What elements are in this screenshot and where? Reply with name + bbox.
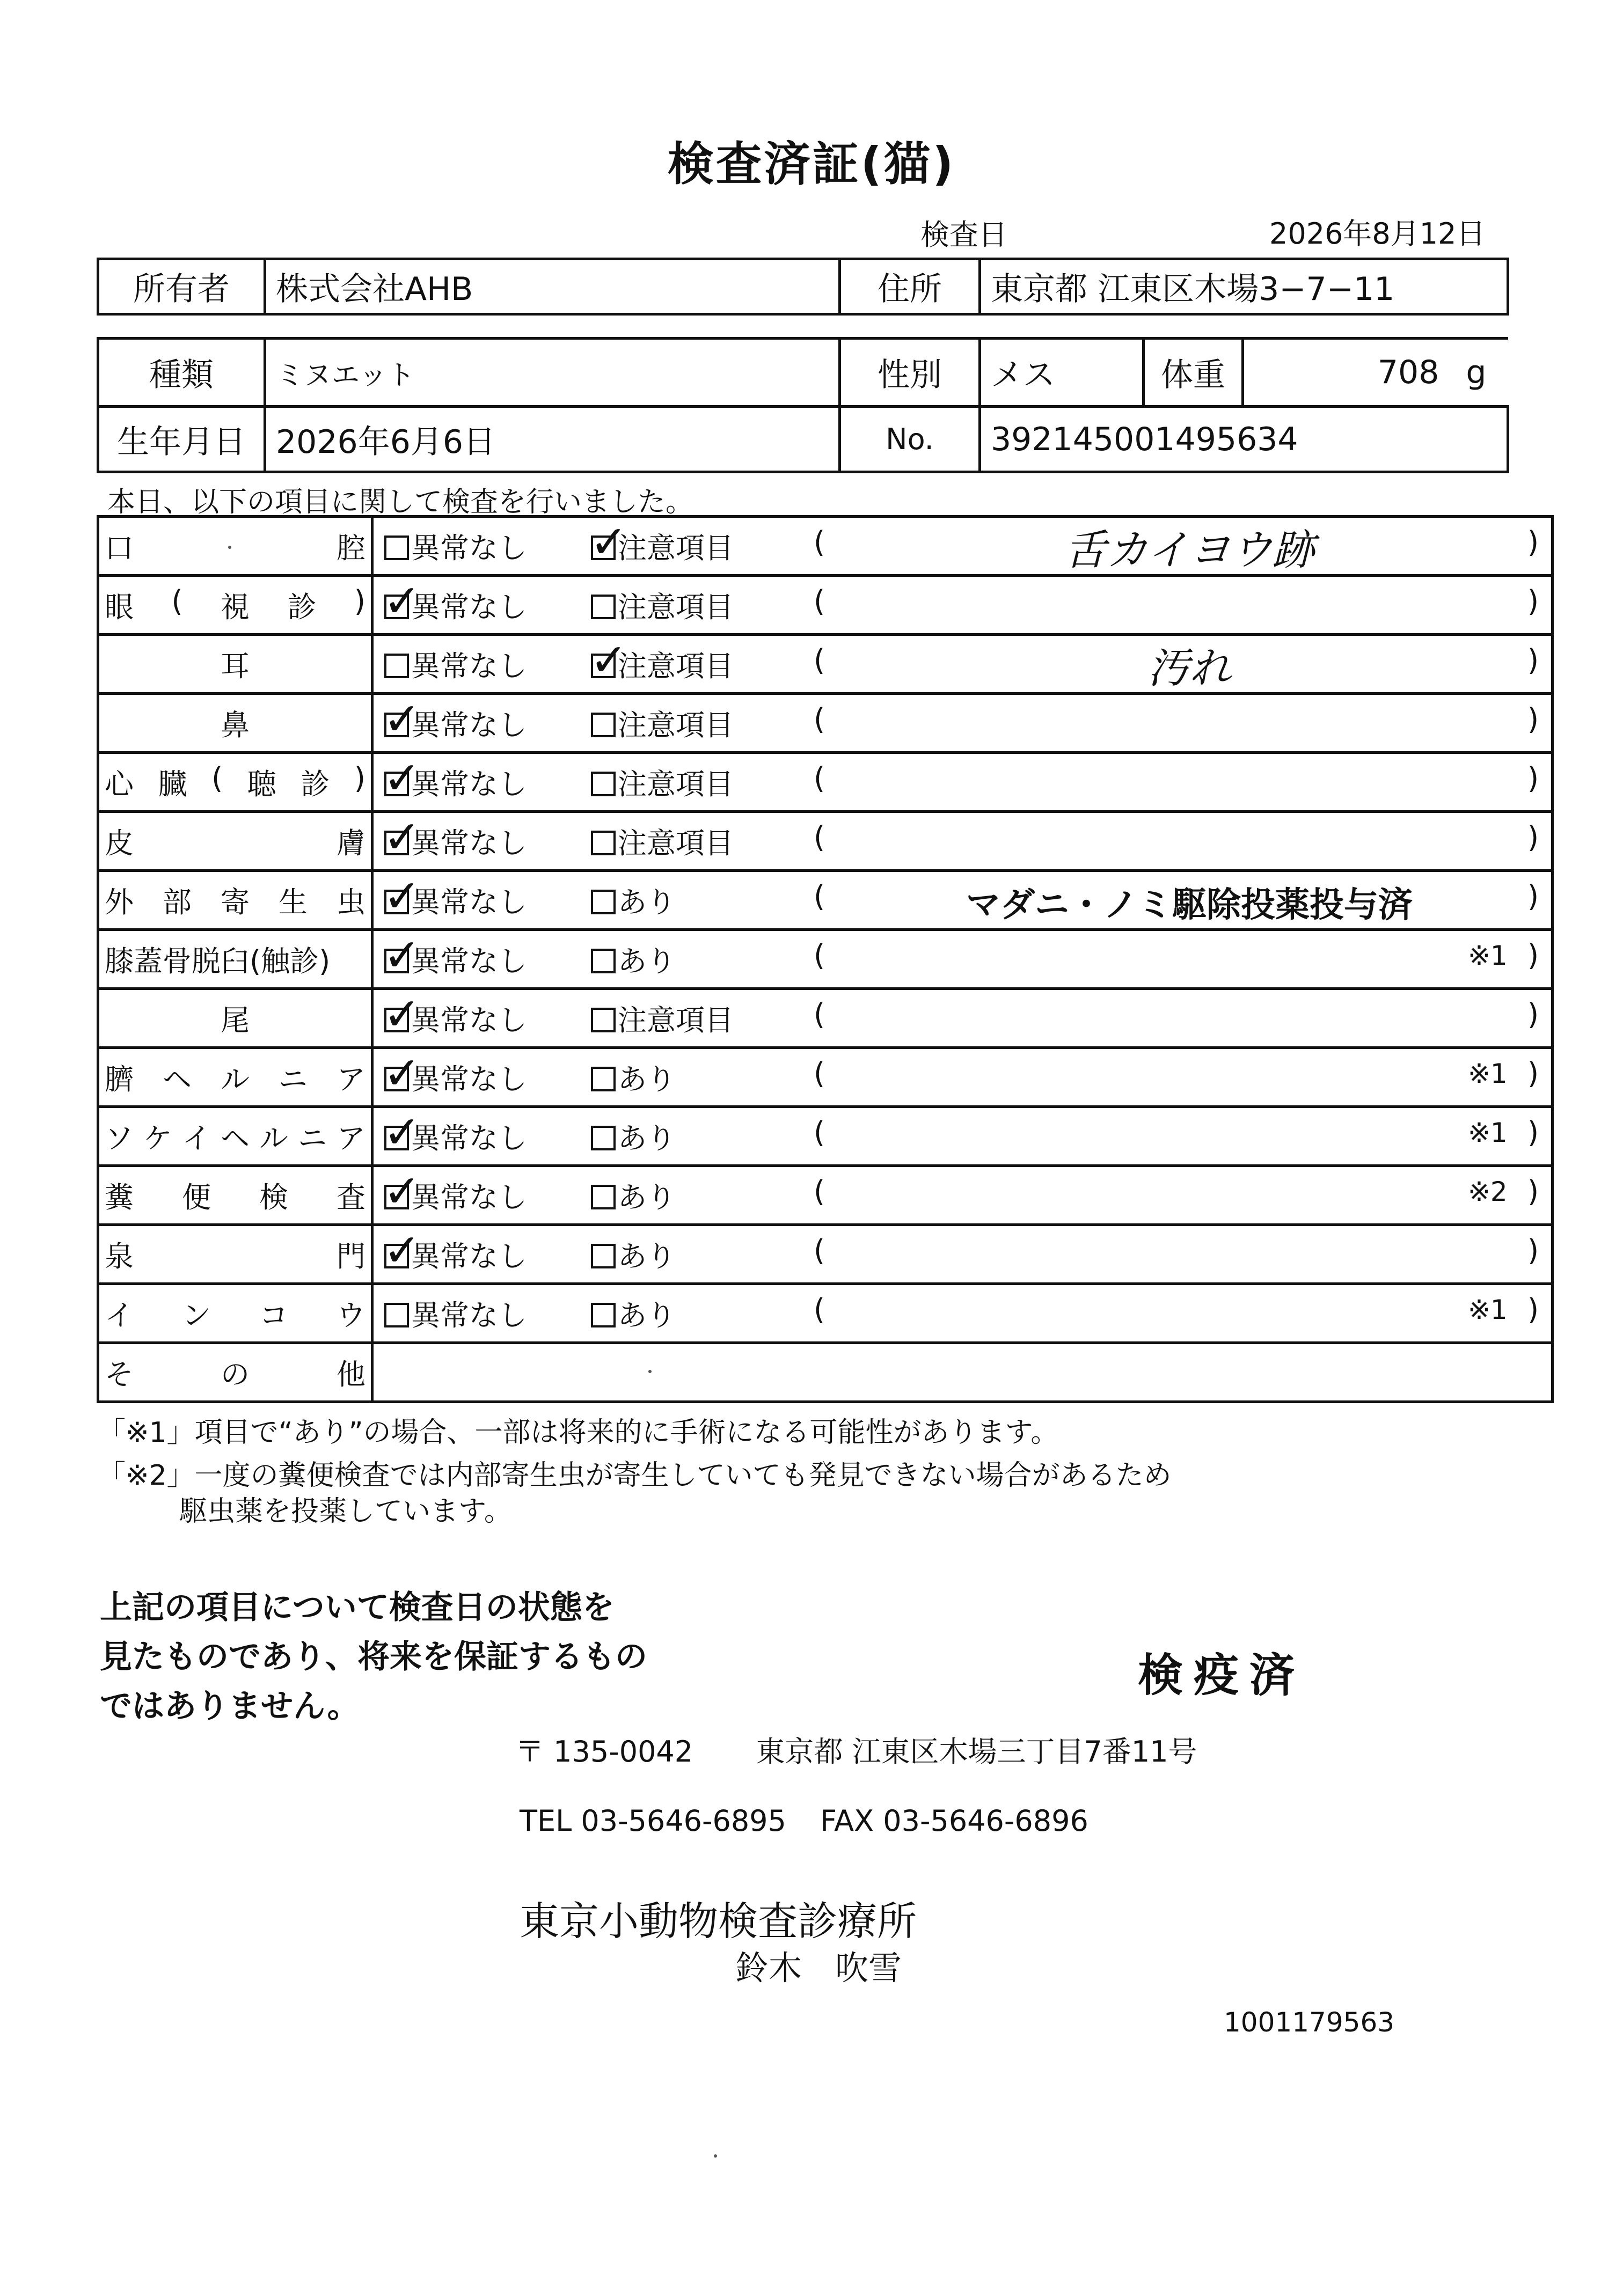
option-attention-checkbox[interactable] <box>591 1008 616 1032</box>
option-attention-label: あり <box>618 885 676 919</box>
option-attention[interactable] <box>591 1293 676 1334</box>
check-item-cell <box>98 753 372 812</box>
check-row <box>98 812 1553 871</box>
check-row <box>98 930 1553 989</box>
option-normal[interactable] <box>383 870 527 922</box>
option-normal[interactable] <box>383 1165 527 1217</box>
checkmark-icon: ✓ <box>383 811 421 863</box>
open-paren: ( <box>814 879 825 913</box>
option-attention[interactable] <box>591 1234 676 1275</box>
check-options-cell <box>372 812 1553 871</box>
disclaimer <box>100 1583 647 1731</box>
check-item-char: 皮 <box>105 826 134 860</box>
check-options-cell <box>372 1107 1553 1166</box>
option-normal-label: 異常なし <box>411 531 527 565</box>
close-paren: ) <box>1527 997 1539 1031</box>
option-normal-checkbox[interactable] <box>384 654 409 678</box>
check-item-name <box>105 820 365 862</box>
option-normal[interactable] <box>384 1293 527 1334</box>
check-item-char: ( <box>171 584 183 618</box>
check-item-name <box>105 584 365 626</box>
option-normal[interactable] <box>383 752 527 804</box>
checkmark-icon: ✓ <box>383 1165 421 1217</box>
check-row <box>98 989 1553 1048</box>
option-normal[interactable] <box>383 1106 527 1158</box>
check-item-char: 虫 <box>337 885 365 919</box>
check-item-char: ヘ <box>163 1062 192 1096</box>
option-attention[interactable] <box>591 761 734 803</box>
footnote-2-line1: 「※2」一度の糞便検査では内部寄生虫が寄生していても発見できない場合があるため <box>98 1459 1172 1492</box>
checkmark-icon: ✓ <box>383 693 421 745</box>
option-normal-checkbox[interactable] <box>383 988 421 1040</box>
open-paren: ( <box>814 938 825 972</box>
check-item-char: そ <box>105 1358 134 1391</box>
option-attention[interactable] <box>591 879 676 921</box>
check-item-cell <box>98 989 372 1048</box>
option-attention-label: 注意項目 <box>618 708 734 742</box>
contact-line <box>520 1804 1088 1838</box>
checkmark-icon: ✓ <box>590 634 628 686</box>
sex-weight-cell <box>980 339 1508 407</box>
check-item-char: 泉 <box>105 1239 134 1273</box>
option-attention[interactable] <box>590 516 734 568</box>
check-item-name <box>105 643 365 685</box>
checkmark-icon: ✓ <box>383 1047 421 1099</box>
check-item-char: ケ <box>143 1121 172 1155</box>
option-normal-label: 異常なし <box>411 1239 527 1273</box>
check-remark: 汚れ <box>1147 644 1231 693</box>
footnote-ref: ※1 <box>1468 1058 1508 1089</box>
option-normal[interactable] <box>384 643 527 685</box>
check-item-char: 聴 <box>247 767 276 801</box>
option-attention-label: 注意項目 <box>618 1003 734 1037</box>
check-item-char: ヘ <box>221 1121 250 1155</box>
open-paren: ( <box>814 1293 825 1326</box>
footnote-ref: ※1 <box>1468 1294 1508 1325</box>
check-item-name <box>105 1352 365 1393</box>
option-normal-label: 異常なし <box>411 1180 527 1214</box>
check-item-name <box>105 1116 365 1157</box>
close-paren: ) <box>1527 525 1539 559</box>
check-item-name <box>105 525 365 567</box>
check-options-cell <box>372 930 1553 989</box>
option-normal-checkbox[interactable] <box>384 1303 409 1327</box>
check-item-char: 口 <box>105 531 134 565</box>
scan-speck <box>648 1370 652 1373</box>
close-paren: ) <box>1527 1057 1539 1090</box>
open-paren: ( <box>814 997 825 1031</box>
option-normal-checkbox[interactable] <box>383 811 421 863</box>
option-normal[interactable] <box>383 1224 527 1277</box>
check-row <box>98 576 1553 635</box>
option-attention-checkbox[interactable] <box>591 595 616 619</box>
option-attention-label: 注意項目 <box>618 531 734 565</box>
veterinarian-name: 鈴木 吹雪 <box>735 1948 902 1987</box>
option-normal-checkbox[interactable] <box>383 575 421 627</box>
checkmark-icon: ✓ <box>383 1224 421 1277</box>
check-row <box>98 1048 1553 1107</box>
breed-value: ミヌエット <box>265 339 840 407</box>
weight-unit: g <box>1466 354 1487 391</box>
option-attention[interactable] <box>591 820 734 862</box>
option-attention[interactable] <box>591 1175 676 1216</box>
check-item-cell <box>98 871 372 930</box>
check-item-char: の <box>221 1358 250 1391</box>
option-attention-checkbox[interactable] <box>591 890 616 914</box>
option-normal-label: 異常なし <box>411 1299 527 1332</box>
check-item-char: ル <box>221 1062 250 1096</box>
check-item-char: 検 <box>259 1180 288 1214</box>
close-paren: ) <box>1527 1234 1539 1267</box>
check-item-char: ア <box>337 1062 365 1096</box>
check-item-cell <box>98 576 372 635</box>
intro-text: 本日、以下の項目に関して検査を行いました。 <box>107 486 694 518</box>
check-item-char: 寄 <box>221 885 250 919</box>
check-row <box>98 871 1553 930</box>
check-options-cell <box>372 989 1553 1048</box>
option-normal-label: 異常なし <box>411 590 527 624</box>
no-label: No. <box>840 407 980 472</box>
option-normal-checkbox[interactable] <box>383 1165 421 1217</box>
option-attention-checkbox[interactable] <box>591 949 616 973</box>
option-normal-label: 異常なし <box>411 708 527 742</box>
check-item-char: ン <box>182 1299 211 1332</box>
option-attention-checkbox[interactable] <box>591 1126 616 1150</box>
close-paren: ) <box>1527 584 1539 618</box>
footnote-ref: ※1 <box>1468 1117 1508 1148</box>
check-item-char: 門 <box>337 1239 365 1273</box>
footnote-ref: ※2 <box>1468 1176 1508 1207</box>
option-normal-label: 異常なし <box>411 1003 527 1037</box>
check-row <box>98 1225 1553 1284</box>
option-normal[interactable] <box>383 929 527 981</box>
check-item-char: イ <box>105 1299 134 1332</box>
page-title: 検査済証(猫) <box>667 137 956 191</box>
option-normal-checkbox[interactable] <box>383 1224 421 1277</box>
close-paren: ) <box>1527 761 1539 795</box>
option-attention-label: 注意項目 <box>618 590 734 624</box>
option-normal-label: 異常なし <box>411 1121 527 1155</box>
check-row <box>98 517 1553 576</box>
disclaimer-line: 上記の項目について検査日の状態を <box>100 1589 615 1626</box>
check-item-char: ル <box>259 1121 288 1155</box>
check-item-cell <box>98 812 372 871</box>
close-paren: ) <box>1527 879 1539 913</box>
option-normal-checkbox[interactable] <box>383 752 421 804</box>
check-item-char: 心 <box>105 767 134 801</box>
option-attention-label: あり <box>618 1062 676 1096</box>
check-item-char: 便 <box>182 1180 211 1214</box>
option-normal-checkbox[interactable] <box>383 1047 421 1099</box>
check-item-char: ウ <box>337 1299 365 1332</box>
clinic-address-line <box>515 1729 1197 1770</box>
check-item-char: ニ <box>298 1121 327 1155</box>
close-paren: ) <box>1527 1116 1539 1149</box>
check-item-char: 糞 <box>105 1180 134 1214</box>
open-paren: ( <box>814 1234 825 1267</box>
option-attention-checkbox[interactable] <box>591 1185 616 1209</box>
quarantine-stamp: 検疫済 <box>1138 1649 1306 1701</box>
check-item-name <box>105 1175 365 1216</box>
checkmark-icon: ✓ <box>383 1106 421 1158</box>
tel-number: TEL 03-5646-6895 <box>520 1804 786 1838</box>
check-item-cell <box>98 1284 372 1343</box>
document-number: 1001179563 <box>1224 2007 1395 2038</box>
check-options-cell <box>372 694 1553 753</box>
option-attention-label: あり <box>618 1121 676 1155</box>
option-normal[interactable] <box>383 575 527 627</box>
check-remark: マダニ・ノミ駆除投薬投与済 <box>966 885 1413 925</box>
check-item-char: 生 <box>279 885 308 919</box>
disclaimer-line: 見たものであり、将来を保証するもの <box>100 1638 647 1676</box>
check-item-cell <box>98 1343 372 1402</box>
check-item-char: コ <box>259 1299 288 1332</box>
check-row <box>98 1107 1553 1166</box>
open-paren: ( <box>814 1175 825 1208</box>
check-item-char: 査 <box>337 1180 365 1214</box>
check-row <box>98 1284 1553 1343</box>
option-normal-checkbox[interactable] <box>383 693 421 745</box>
option-normal[interactable] <box>384 525 527 567</box>
scan-speck <box>714 2154 717 2158</box>
address-value: 東京都 江東区木場3−7−11 <box>980 259 1508 314</box>
check-item-char: 部 <box>163 885 192 919</box>
option-attention-checkbox[interactable] <box>591 713 616 737</box>
check-item-char: 他 <box>337 1358 365 1391</box>
option-normal[interactable] <box>383 811 527 863</box>
check-item-cell <box>98 1048 372 1107</box>
option-normal[interactable] <box>383 1047 527 1099</box>
check-options-cell <box>372 1166 1553 1225</box>
option-normal-label: 異常なし <box>411 767 527 801</box>
option-attention-label: あり <box>618 1180 676 1214</box>
check-row <box>98 635 1553 694</box>
option-attention-label: 注意項目 <box>618 826 734 860</box>
check-item-cell <box>98 694 372 753</box>
check-item-cell <box>98 1107 372 1166</box>
check-options-cell <box>372 517 1553 576</box>
check-item-cell <box>98 635 372 694</box>
owner-table <box>97 258 1509 316</box>
check-item-char: ) <box>354 761 365 795</box>
sex-value: メス <box>981 340 1145 405</box>
option-attention[interactable] <box>591 1057 676 1098</box>
check-item-cell <box>98 930 372 989</box>
option-normal[interactable] <box>383 693 527 745</box>
checkmark-icon: ✓ <box>383 870 421 922</box>
check-item-char: 腔 <box>337 531 365 565</box>
checkmark-icon: ✓ <box>590 516 628 568</box>
option-attention-checkbox[interactable] <box>590 634 628 686</box>
postal-code: 〒 135-0042 <box>515 1735 693 1769</box>
check-item-name <box>105 761 365 803</box>
option-normal-label: 異常なし <box>411 649 527 683</box>
option-attention-label: 注意項目 <box>618 767 734 801</box>
option-normal-label: 異常なし <box>411 885 527 919</box>
check-item-name <box>105 702 365 744</box>
owner-label: 所有者 <box>98 259 265 314</box>
check-item-char: 膝蓋骨脱臼(触診) <box>105 944 331 978</box>
check-item-char: イ <box>182 1121 211 1155</box>
check-item-char: 尾 <box>221 1003 250 1037</box>
footnote-ref: ※1 <box>1468 940 1508 971</box>
check-row <box>98 753 1553 812</box>
scan-speck <box>228 546 231 549</box>
footnote-2-line2: 駆虫薬を投薬しています。 <box>179 1495 512 1528</box>
open-paren: ( <box>814 1057 825 1090</box>
weight-value: 708 <box>1377 354 1439 391</box>
option-attention[interactable] <box>591 938 676 980</box>
option-normal-checkbox[interactable] <box>384 536 409 560</box>
option-attention-checkbox[interactable] <box>591 831 616 855</box>
option-attention-label: あり <box>618 1239 676 1273</box>
check-item-char: ) <box>354 584 365 618</box>
option-normal-label: 異常なし <box>411 826 527 860</box>
option-attention-checkbox[interactable] <box>590 516 628 568</box>
option-attention[interactable] <box>591 1116 676 1157</box>
check-item-name <box>105 938 365 980</box>
check-item-name <box>105 1057 365 1098</box>
check-item-char: 眼 <box>105 590 134 624</box>
checkmark-icon: ✓ <box>383 988 421 1040</box>
check-item-name <box>105 1234 365 1275</box>
option-normal-checkbox[interactable] <box>383 1106 421 1158</box>
check-options-cell <box>372 753 1553 812</box>
clinic-address: 東京都 江東区木場三丁目7番11号 <box>756 1735 1197 1769</box>
check-item-char: 臓 <box>158 767 187 801</box>
check-item-char: ( <box>211 761 223 795</box>
clinic-name: 東京小動物検査診療所 <box>520 1898 917 1945</box>
option-normal-label: 異常なし <box>411 944 527 978</box>
breed-label: 種類 <box>98 339 265 407</box>
open-paren: ( <box>814 643 825 677</box>
open-paren: ( <box>814 1116 825 1149</box>
check-item-char: 視 <box>220 590 250 624</box>
option-attention-label: あり <box>618 944 676 978</box>
open-paren: ( <box>814 525 825 559</box>
open-paren: ( <box>814 702 825 736</box>
check-item-name <box>105 1293 365 1334</box>
check-item-name <box>105 879 365 921</box>
check-item-char: ニ <box>279 1062 308 1096</box>
no-value: 392145001495634 <box>980 407 1508 472</box>
check-item-name <box>105 997 365 1039</box>
check-item-char: 診 <box>287 590 317 624</box>
check-item-char: 臍 <box>105 1062 134 1096</box>
check-remark: 舌カイヨウ跡 <box>1064 526 1314 575</box>
check-options-cell <box>372 576 1553 635</box>
check-item-char: 鼻 <box>221 708 250 742</box>
close-paren: ) <box>1527 820 1539 854</box>
option-attention-label: あり <box>618 1299 676 1332</box>
birth-value: 2026年6月6日 <box>265 407 840 472</box>
birth-label: 生年月日 <box>98 407 265 472</box>
exam-date: 2026年8月12日 <box>1269 217 1486 251</box>
check-options-cell <box>372 1048 1553 1107</box>
check-item-char: ソ <box>105 1121 134 1155</box>
check-item-char: 外 <box>105 885 134 919</box>
open-paren: ( <box>814 584 825 618</box>
checkmark-icon: ✓ <box>383 929 421 981</box>
option-attention-checkbox[interactable] <box>591 1303 616 1327</box>
other-remarks-cell[interactable] <box>372 1343 1553 1402</box>
check-item-char: ア <box>337 1121 365 1155</box>
check-item-char: 診 <box>301 767 330 801</box>
option-attention[interactable] <box>591 702 734 744</box>
check-item-cell <box>98 1225 372 1284</box>
check-row <box>98 1166 1553 1225</box>
address-label: 住所 <box>840 259 980 314</box>
option-normal[interactable] <box>383 988 527 1040</box>
disclaimer-line: ではありません。 <box>100 1688 360 1725</box>
sex-label: 性別 <box>840 339 980 407</box>
option-attention-checkbox[interactable] <box>591 772 616 796</box>
option-normal-checkbox[interactable] <box>383 870 421 922</box>
option-attention[interactable] <box>591 584 734 626</box>
open-paren: ( <box>814 761 825 795</box>
exam-date-label: 検査日 <box>920 218 1007 252</box>
check-item-char: 膚 <box>337 826 365 860</box>
option-attention-checkbox[interactable] <box>591 1244 616 1268</box>
check-row <box>98 694 1553 753</box>
animal-table <box>97 337 1509 473</box>
option-normal-label: 異常なし <box>411 1062 527 1096</box>
close-paren: ) <box>1527 938 1539 972</box>
footnote-1: 「※1」項目で“あり”の場合、一部は将来的に手術になる可能性があります。 <box>98 1417 1059 1449</box>
option-normal-checkbox[interactable] <box>383 929 421 981</box>
check-item-char: 耳 <box>221 649 250 683</box>
check-options-cell <box>372 1284 1553 1343</box>
fax-number: FAX 03-5646-6896 <box>820 1804 1088 1838</box>
option-attention[interactable] <box>591 997 734 1039</box>
check-options-cell <box>372 871 1553 930</box>
owner-value: 株式会社AHB <box>265 259 840 314</box>
check-row-other <box>98 1343 1553 1402</box>
open-paren: ( <box>814 820 825 854</box>
inspection-table <box>97 515 1554 1403</box>
check-item-cell <box>98 1166 372 1225</box>
check-options-cell <box>372 1225 1553 1284</box>
close-paren: ) <box>1527 1293 1539 1326</box>
weight-label: 体重 <box>1145 340 1244 405</box>
option-attention[interactable] <box>590 634 734 686</box>
checkmark-icon: ✓ <box>383 752 421 804</box>
option-attention-checkbox[interactable] <box>591 1067 616 1091</box>
checkmark-icon: ✓ <box>383 575 421 627</box>
close-paren: ) <box>1527 643 1539 677</box>
check-options-cell <box>372 635 1553 694</box>
option-attention-label: 注意項目 <box>618 649 734 683</box>
close-paren: ) <box>1527 1175 1539 1208</box>
check-item-cell <box>98 517 372 576</box>
close-paren: ) <box>1527 702 1539 736</box>
